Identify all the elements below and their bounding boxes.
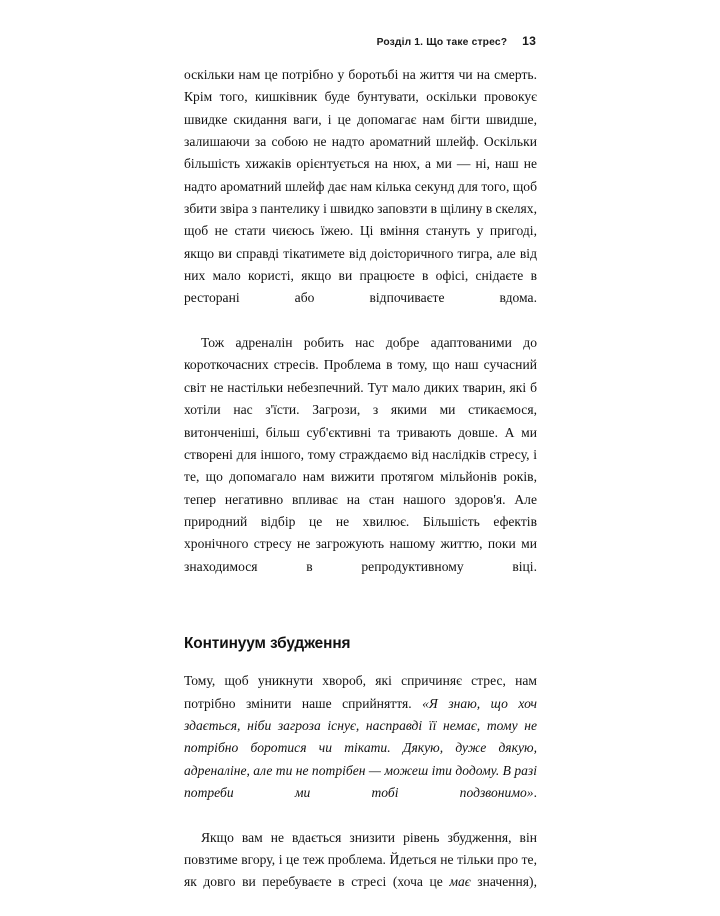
running-head-title: Розділ 1. Що таке стрес? (376, 37, 508, 48)
paragraph-arousal-emphasis: має (449, 874, 471, 890)
paragraph-perception-quote: «Я знаю, що хоч здається, ніби загроза існує, насправді її немає, тому не потрібно боротися чи тікати. Дякую, дуже дякую, адреналіне, але ти не потрібен — можеш іти додому. В разі потреби ми тобі подзвонимо» (184, 695, 537, 800)
paragraph-arousal (184, 827, 537, 916)
paragraph-perception-lead: Тому, щоб уникнути хвороб, які спричиняє стрес, нам потрібно змінити наше сприйняття. (184, 673, 537, 711)
text-column (184, 64, 537, 916)
paragraph-perception (184, 670, 537, 826)
page-number: 13 (522, 34, 536, 48)
heading-space-below (184, 654, 537, 670)
heading-space-above (184, 600, 537, 634)
paragraph-continued: оскільки нам це потрібно у боротьбі на життя чи на смерть. Крім того, кишківник буде бунтувати, оскільки провокує швидке скидання ваги, і це допомагає нам бігти швидше, залишаючи за собою не надто ароматний шлейф. Оскільки більшість хижаків орієнтується на нюх, а ми — ні, наш не надто ароматний шлейф дає нам кілька секунд для того, щоб збити звіра з пантелику і швидко заповзти в щілину в скелях, щоб не стати чиєюсь їжею. Ці вміння стануть у пригоді, якщо ви справді тікатимете від доісторичного тигра, але від них мало користі, якщо ви працюєте в офісі, снідаєте в ресторані або відпочиваєте вдома. (184, 67, 537, 306)
paragraph-perception-tail: . (533, 784, 537, 800)
paragraph-arousal-post: значення), (470, 874, 537, 890)
running-head (184, 34, 536, 48)
paragraph-adrenalin: Тож адреналін робить нас добре адаптованими до короткочасних стресів. Проблема в тому, що наш сучасний світ не настільки небезпечний. Тут мало диких тварин, які б хотіли нас з'їсти. Загрози, з якими ми стикаємося, витонченіші, більш суб'єктивні та тривають довше. А ми створені для іншого, тому страждаємо від наслідків стресу, і те, що допомагало нам вижити протягом мільйонів років, тепер негативно впливає на стан нашого здоров'я. Але природний відбір це не хвилює. Більшість ефектів хронічного стресу не загрожують нашому життю, поки ми знаходимося в репродуктивному віці. (184, 335, 537, 574)
section-heading: Континуум збудження (184, 635, 351, 653)
paragraph-arousal-pre: Якщо вам не вдається знизити рівень збудження, він повзтиме вгору, і це теж проблема. Йдеться не тільки про те, як довго ви перебуваєте в стресі (хоча це (184, 829, 537, 890)
